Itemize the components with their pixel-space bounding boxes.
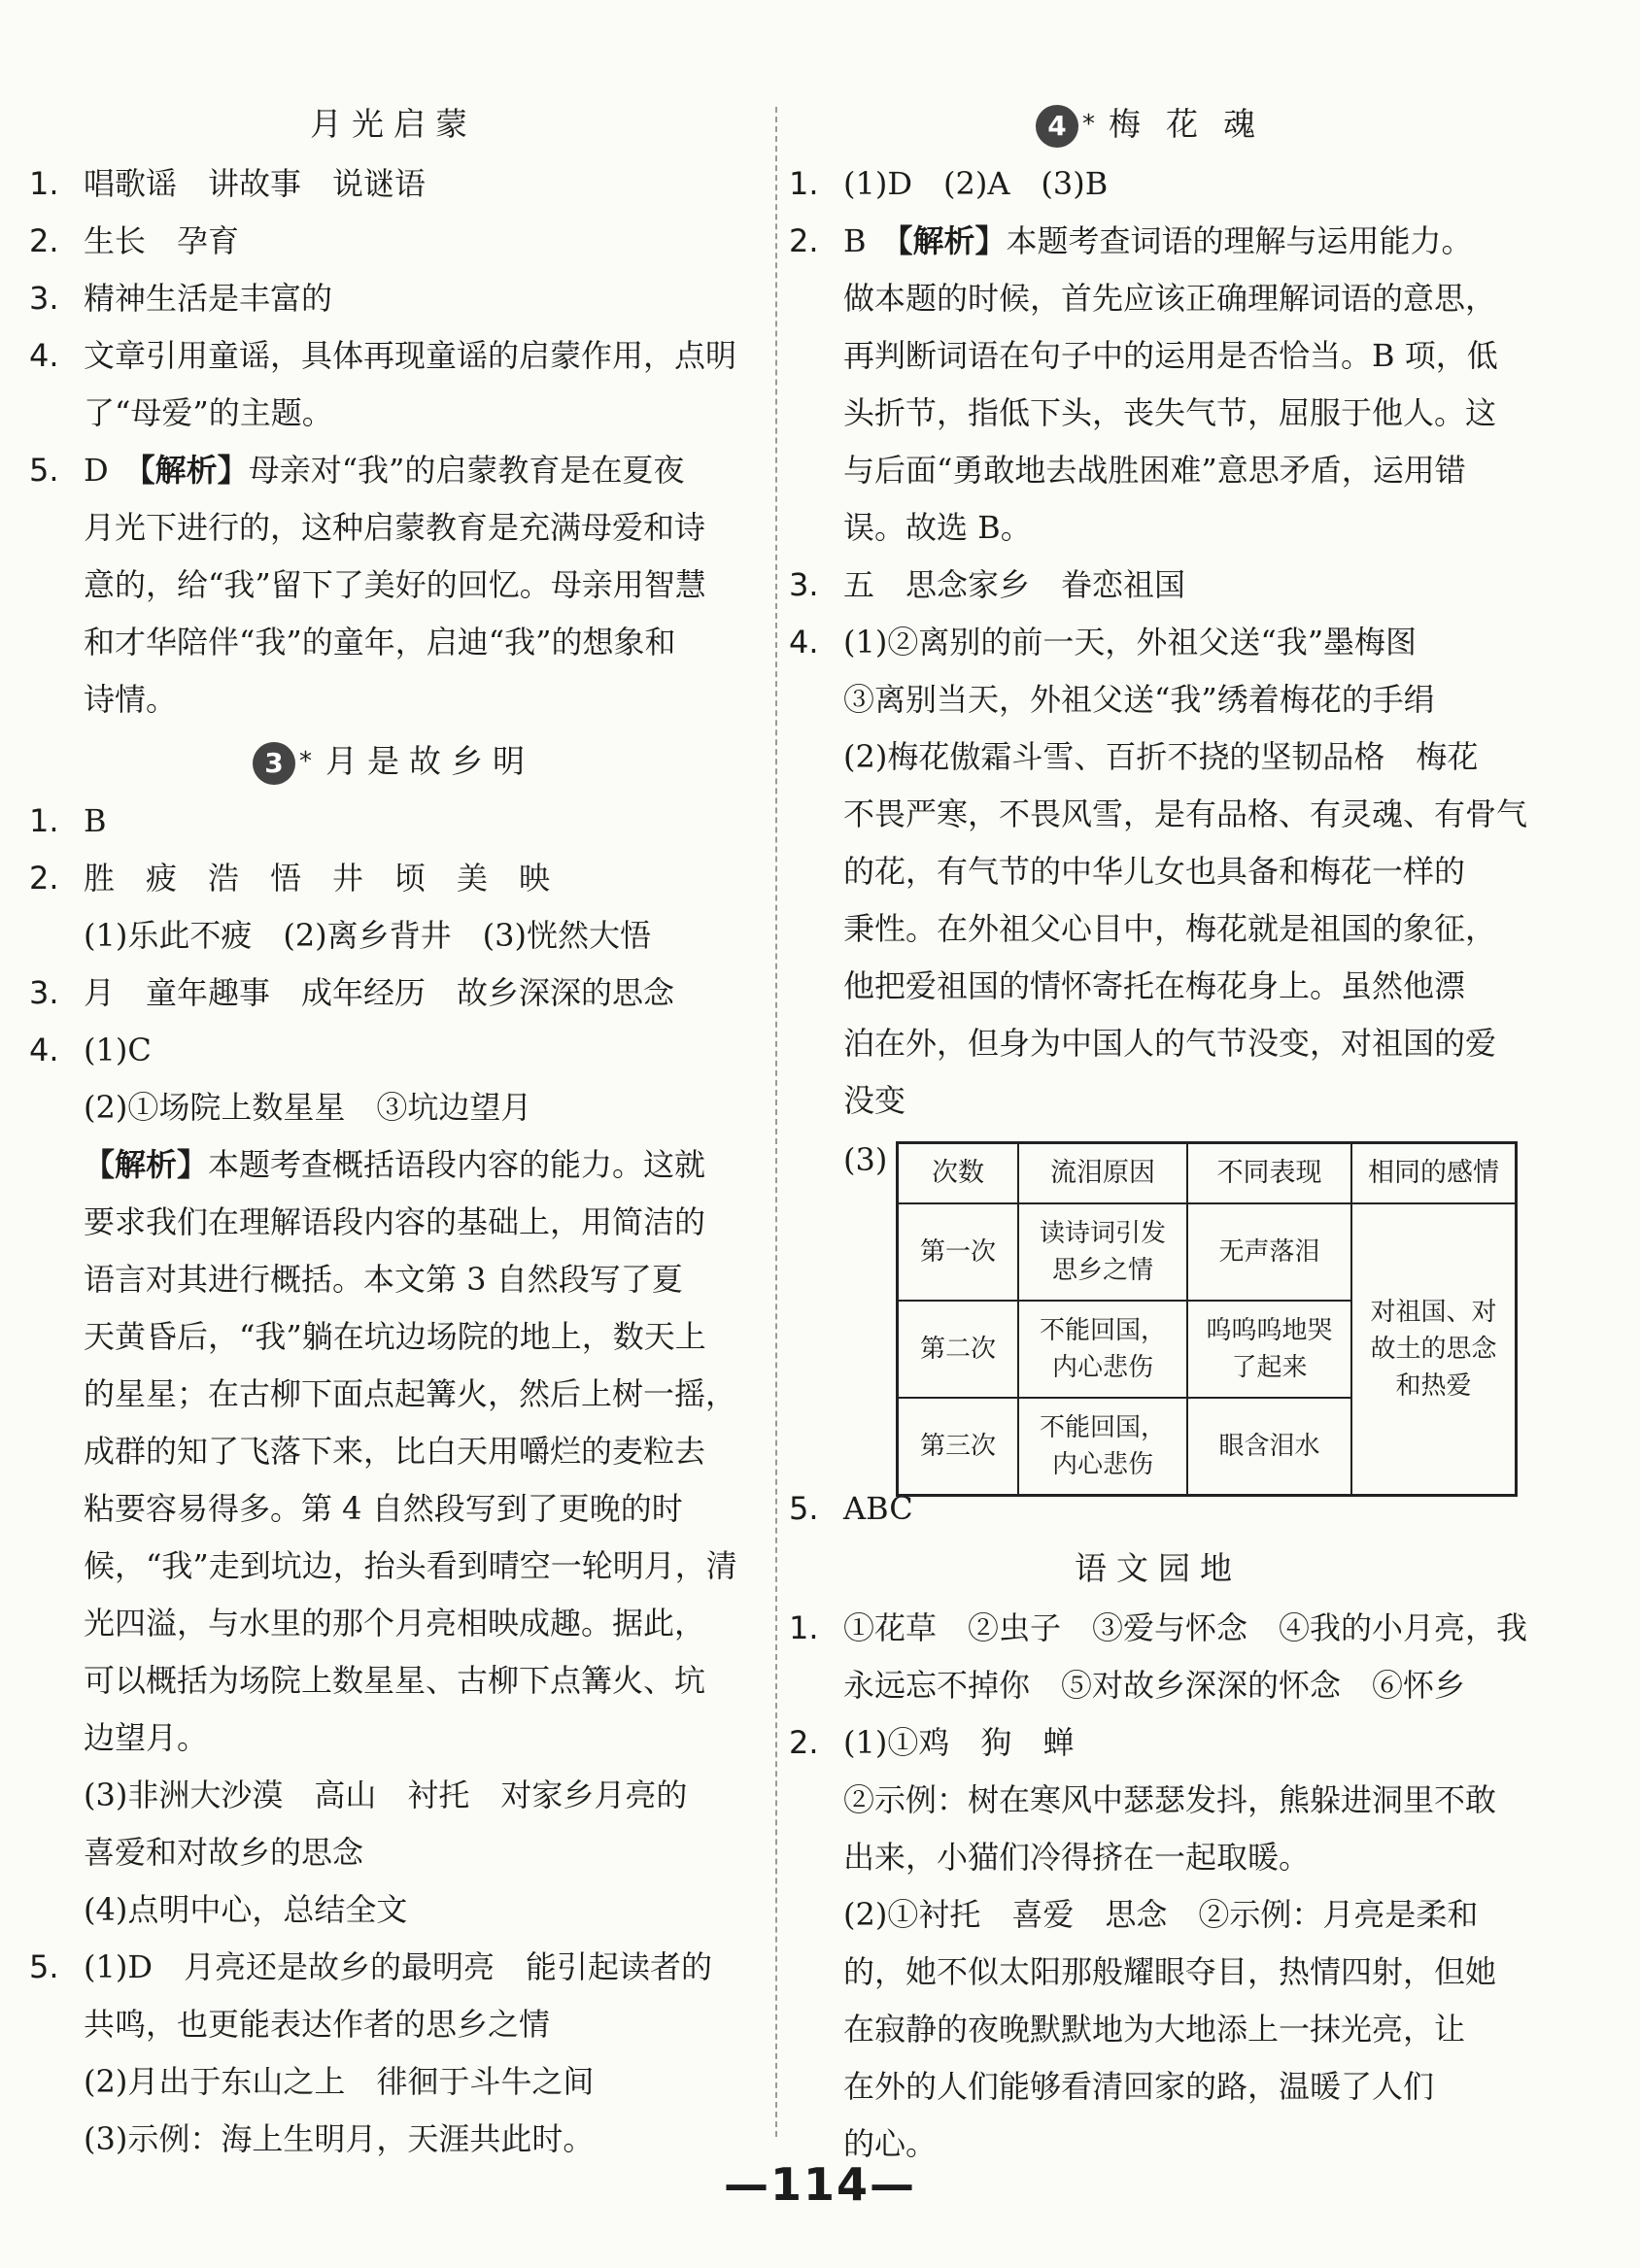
table-header: 流泪原因 [1018, 1143, 1187, 1204]
answer-line: (4)点明中心，总结全文 [84, 1891, 408, 1928]
answer-line: 月光下进行的，这种启蒙教育是充满母爱和诗 [84, 509, 706, 546]
answer-text [84, 1939, 758, 2168]
table-cell: 眼含泪水 [1187, 1398, 1351, 1496]
section-title-meihuahun [789, 93, 1527, 155]
table-cell: 呜呜呜地哭了起来 [1187, 1301, 1351, 1398]
answer-q1 [789, 155, 1527, 213]
answer-item [29, 442, 758, 728]
answer-text [843, 1600, 1527, 1714]
answer-line: 诗情。 [84, 681, 178, 718]
answer-line: 语言对其进行概括。本文第 3 自然段写了夏 [84, 1261, 683, 1298]
answer-line: (1)D (2)A (3)B [843, 165, 1109, 202]
answer-line: 候，“我”走到坑边，抬头看到晴空一轮明月，清 [84, 1547, 737, 1584]
answer-number: 1. [789, 1609, 819, 1646]
answer-number: 4. [789, 624, 819, 660]
tear-table-block [789, 1135, 1527, 1480]
section-title-text: 月是故乡明 [325, 742, 534, 780]
analysis-tag: 【解析】 [139, 452, 249, 489]
answer-number: 2. [789, 1724, 819, 1761]
answer-item [789, 155, 1527, 213]
table-cell: 第三次 [898, 1398, 1019, 1496]
answer-number: 4. [29, 1032, 59, 1068]
right-column [789, 93, 1527, 2173]
answer-line: (2)月出于东山之上 徘徊于斗牛之间 [84, 2063, 595, 2100]
answer-number: 3. [789, 566, 819, 603]
answer-line: 的，她不似太阳那般耀眼夺目，热情四射，但她 [843, 1953, 1497, 1990]
answer-text [84, 327, 758, 442]
answer-line: 唱歌谣 讲故事 说谜语 [84, 165, 427, 202]
answer-line: 头折节，指低下头，丧失气节，屈服于他人。这 [843, 394, 1497, 431]
answer-line: ①花草 ②虫子 ③爱与怀念 ④我的小月亮，我 [843, 1609, 1528, 1646]
table-header: 次数 [898, 1143, 1019, 1204]
answer-line: 没变 [843, 1082, 906, 1119]
answer-line: ABC [843, 1490, 913, 1527]
section-title-yueguang: 月光启蒙 [310, 105, 477, 143]
answer-item [29, 270, 758, 327]
answer-line: 可以概括为场院上数星星、古柳下点篝火、坑 [84, 1662, 706, 1699]
answer-line: ③离别当天，外祖父送“我”绣着梅花的手绢 [843, 681, 1435, 718]
answer-item [29, 793, 758, 850]
answer-line: 的星星；在古柳下面点起篝火，然后上树一摇， [84, 1375, 737, 1412]
analysis-block [29, 1136, 758, 1939]
answer-line: (1)①鸡 狗 蝉 [843, 1724, 1075, 1761]
answer-line: 喜爱和对故乡的思念 [84, 1834, 364, 1871]
answer-line: 再判断词语在句子中的运用是否恰当。B 项，低 [843, 337, 1498, 374]
answer-q3 [789, 557, 1527, 614]
answer-line: 的花，有气节的中华儿女也具备和梅花一样的 [843, 853, 1466, 890]
lesson-number-badge: 3 [253, 742, 295, 785]
answer-line: (1)乐此不疲 (2)离乡背井 (3)恍然大悟 [84, 917, 651, 954]
answer-line: 意的，给“我”留下了美好的回忆。母亲用智慧 [84, 566, 706, 603]
answer-line: (3)示例：海上生明月，天涯共此时。 [84, 2120, 595, 2157]
answer-item [789, 557, 1527, 614]
answer-line: 出来，小猫们冷得挤在一起取暖。 [843, 1839, 1311, 1876]
section-yueshiguxiangming-q5 [29, 1939, 758, 2168]
answer-text [843, 557, 1527, 614]
answer-line: 误。故选 B。 [843, 509, 1032, 546]
answer-item [789, 1600, 1527, 1714]
answer-line: 五 思念家乡 眷恋祖国 [843, 566, 1186, 603]
table-cell-shared-feeling: 对祖国、对故土的思念和热爱 [1351, 1203, 1517, 1496]
answer-text [84, 965, 758, 1022]
answer-item [29, 1022, 758, 1136]
table-cell: 第二次 [898, 1301, 1019, 1398]
answer-text [843, 213, 1527, 557]
answer-line: 要求我们在理解语段内容的基础上，用简洁的 [84, 1203, 706, 1240]
answer-item [29, 327, 758, 442]
answer-line: 生长 孕育 [84, 222, 240, 259]
answer-line: (1)②离别的前一天，外祖父送“我”墨梅图 [843, 624, 1418, 660]
answer-line: 的心。 [843, 2125, 938, 2162]
answer-text [84, 1022, 758, 1136]
answer-line: 粘要容易得多。第 4 自然段写到了更晚的时 [84, 1490, 683, 1527]
answer-text [84, 850, 758, 965]
answer-choice: D [84, 452, 140, 489]
answer-line: 泊在外，但身为中国人的气节没变，对祖国的爱 [843, 1025, 1497, 1062]
answer-line: (1)D 月亮还是故乡的最明亮 能引起读者的 [84, 1948, 712, 1985]
answer-line: 在寂静的夜晚默默地为大地添上一抹光亮，让 [843, 2011, 1466, 2048]
answer-item [29, 965, 758, 1022]
table-cell: 无声落泪 [1187, 1203, 1351, 1301]
answer-line: 精神生活是丰富的 [84, 280, 333, 317]
answer-line: 不畏严寒，不畏风雪，是有品格、有灵魂、有骨气 [843, 795, 1528, 832]
answer-line: 边望月。 [84, 1719, 209, 1756]
answer-line: 光四溢，与水里的那个月亮相映成趣。据此， [84, 1605, 706, 1642]
answer-line: 永远忘不掉你 ⑤对故乡深深的怀念 ⑥怀乡 [843, 1667, 1466, 1704]
table-cell: 不能回国，内心悲伤 [1018, 1398, 1187, 1496]
answer-line: B [84, 802, 107, 839]
table-header-row [898, 1143, 1517, 1204]
answer-text [843, 614, 1527, 1130]
garden-answer-1 [789, 1600, 1527, 1714]
table-header: 不同表现 [1187, 1143, 1351, 1204]
table-cell: 第一次 [898, 1203, 1019, 1301]
answer-item [29, 1939, 758, 2168]
table-row [898, 1203, 1517, 1301]
table-cell: 读诗词引发思乡之情 [1018, 1203, 1187, 1301]
answer-line: ②示例：树在寒风中瑟瑟发抖，熊躲进洞里不敢 [843, 1781, 1497, 1818]
analysis-text: 本题考查词语的理解与运用能力。 [1006, 222, 1473, 259]
answer-text [84, 442, 758, 728]
answer-item [789, 213, 1527, 557]
lesson-number-badge: 4 [1036, 105, 1078, 148]
answer-line: 了“母爱”的主题。 [84, 394, 333, 431]
answer-number: 5. [789, 1490, 819, 1527]
answer-item [29, 155, 758, 213]
answer-number: 1. [789, 165, 819, 202]
answer-line: 成群的知了飞落下来，比白天用嚼烂的麦粒去 [84, 1433, 706, 1470]
section-title-text: 梅花魂 [1109, 105, 1281, 143]
answer-number: 1. [29, 802, 59, 839]
answer-number: 2. [789, 222, 819, 259]
answer-line: (2)①场院上数星星 ③坑边望月 [84, 1089, 532, 1126]
answer-number: 3. [29, 974, 59, 1011]
answer-q4 [789, 614, 1527, 1130]
answer-line: 胜 疲 浩 悟 井 顷 美 映 [84, 860, 551, 897]
answer-text [843, 155, 1527, 213]
analysis-text: 母亲对“我”的启蒙教育是在夏夜 [248, 452, 685, 489]
answer-line: 他把爱祖国的情怀寄托在梅花身上。虽然他漂 [843, 967, 1466, 1004]
answer-number: 5. [29, 452, 59, 489]
section-title-yueshiguxiangming [29, 730, 758, 793]
analysis-tag: 【解析】 [897, 222, 1007, 259]
answer-text [84, 793, 758, 850]
section-title-yuwenyuandi: 语文园地 [1075, 1549, 1242, 1587]
answer-number: 5. [29, 1948, 59, 1985]
page-number: —114— [723, 2158, 917, 2211]
answer-item [789, 614, 1527, 1130]
answer-text [843, 1714, 1527, 2173]
answer-text [84, 213, 758, 270]
answer-line: (3)非洲大沙漠 高山 衬托 对家乡月亮的 [84, 1777, 688, 1813]
table-cell: 不能回国，内心悲伤 [1018, 1301, 1187, 1398]
answer-line: 共鸣，也更能表达作者的思乡之情 [84, 2006, 551, 2043]
analysis-tag: 【解析】 [84, 1146, 209, 1183]
tear-comparison-table [896, 1141, 1518, 1497]
section-yueguang-answers [29, 155, 758, 442]
table-label: (3) [843, 1141, 888, 1178]
answer-number: 3. [29, 280, 59, 317]
answer-line: 月 童年趣事 成年经历 故乡深深的思念 [84, 974, 675, 1011]
answer-number: 1. [29, 165, 59, 202]
answer-line: 和才华陪伴“我”的童年，启迪“我”的想象和 [84, 624, 676, 660]
answer-line: (2)①衬托 喜爱 思念 ②示例：月亮是柔和 [843, 1896, 1479, 1933]
optional-star: * [1082, 110, 1095, 139]
analysis-text: 本题考查概括语段内容的能力。这就 [208, 1146, 706, 1183]
answer-line: 与后面“勇敢地去战胜困难”意思矛盾，运用错 [843, 452, 1466, 489]
answer-choice: B [843, 222, 898, 259]
column-divider [775, 107, 777, 2137]
answer-text [84, 270, 758, 327]
answer-item [29, 213, 758, 270]
left-column [29, 93, 758, 2168]
answer-line: (1)C [84, 1032, 152, 1068]
answer-number: 2. [29, 222, 59, 259]
answer-item [789, 1714, 1527, 2173]
answer-text [84, 155, 758, 213]
answer-number: 2. [29, 860, 59, 897]
garden-answer-2 [789, 1714, 1527, 2173]
answer-line: 天黄昏后，“我”躺在坑边场院的地上，数天上 [84, 1318, 706, 1355]
optional-star: * [299, 747, 312, 776]
answer-number: 4. [29, 337, 59, 374]
answer-line: 文章引用童谣，具体再现童谣的启蒙作用，点明 [84, 337, 737, 374]
answer-line: 在外的人们能够看清回家的路，温暖了人们 [843, 2068, 1435, 2105]
answer-line: (2)梅花傲霜斗雪、百折不挠的坚韧品格 梅花 [843, 738, 1479, 775]
table-header: 相同的感情 [1351, 1143, 1517, 1204]
answer-line: 做本题的时候，首先应该正确理解词语的意思， [843, 280, 1497, 317]
answer-line: 秉性。在外祖父心目中，梅花就是祖国的象征， [843, 910, 1497, 947]
answer-item [29, 850, 758, 965]
section-yueshiguxiangming-answers [29, 793, 758, 1136]
